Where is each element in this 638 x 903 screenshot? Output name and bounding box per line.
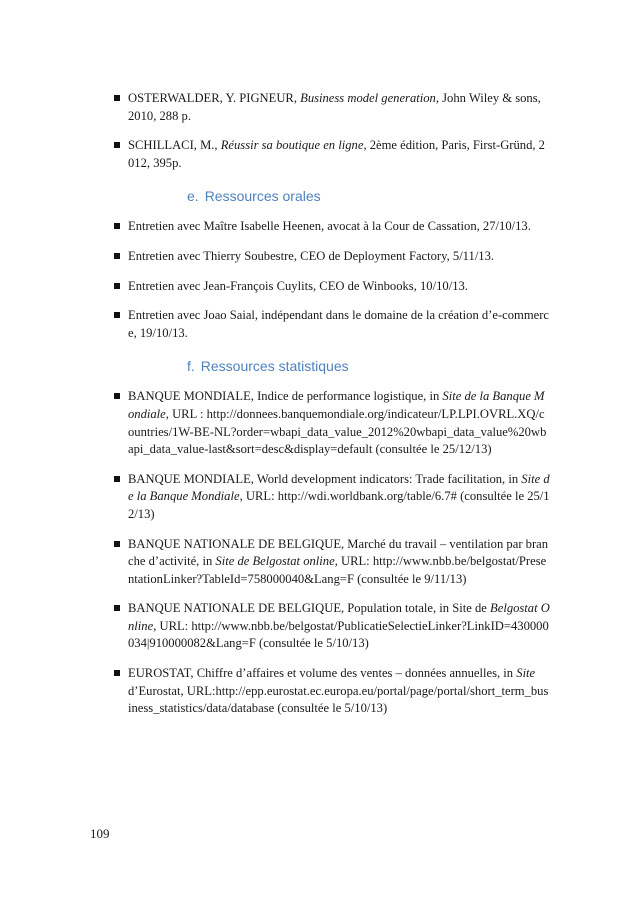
bib-entry-text: OSTERWALDER, Y. PIGNEUR, Business model generation, John Wiley & sons, 2010, 288 p.: [128, 91, 541, 123]
bib-entry: [0, 278, 638, 296]
square-bullet-icon: [114, 541, 120, 547]
bib-entry: [0, 218, 638, 236]
bibliography-content: [0, 90, 638, 730]
bib-entry: [0, 90, 638, 125]
square-bullet-icon: [114, 142, 120, 148]
square-bullet-icon: [114, 312, 120, 318]
bib-entry-text: BANQUE NATIONALE DE BELGIQUE, Marché du travail – ventilation par branche d’activité, in Site de Belgostat online, URL: http://www.nbb.be/belgostat/PresentationLinker?TableId=758000040&Lang=F (consultée le 9/11/13): [128, 536, 549, 586]
bib-entry: [0, 248, 638, 266]
square-bullet-icon: [114, 393, 120, 399]
bib-entry-text: Entretien avec Jean-François Cuylits, CEO de Winbooks, 10/10/13.: [128, 278, 468, 293]
bib-entry-text: Entretien avec Maître Isabelle Heenen, avocat à la Cour de Cassation, 27/10/13.: [128, 219, 531, 234]
bib-entry: [0, 471, 638, 524]
bib-entry: [0, 536, 638, 589]
bib-entry: [0, 307, 638, 342]
bib-entry-text: BANQUE MONDIALE, Indice de performance logistique, in Site de la Banque Mondiale, URL : http://donnees.banquemondiale.org/indicateur/LP.LPI.OVRL.XQ/countries/1W-BE-NL?order=wbapi_data_value_2012%20wbapi_data_value%20wbapi_data_value-last&sort=desc&display=default (consultée le 25/12/13): [128, 389, 547, 457]
bib-entry-text: EUROSTAT, Chiffre d’affaires et volume des ventes – données annuelles, in Site d’Eurostat, URL:http://epp.eurostat.ec.europa.eu/portal/page/portal/short_term_business_statistics/data/database (consultée le 5/10/13): [128, 666, 549, 716]
section-heading-statistics: f. Ressources statistiques: [187, 358, 349, 375]
square-bullet-icon: [114, 223, 120, 229]
bib-entry: [0, 388, 638, 458]
bib-entry-text: Entretien avec Thierry Soubestre, CEO de Deployment Factory, 5/11/13.: [128, 248, 495, 263]
square-bullet-icon: [114, 95, 120, 101]
bib-entry-text: SCHILLACI, M., Réussir sa boutique en ligne, 2ème édition, Paris, First-Gründ, 2012, 395p.: [128, 138, 545, 170]
bib-entry: [0, 137, 638, 172]
square-bullet-icon: [114, 283, 120, 289]
square-bullet-icon: [114, 670, 120, 676]
bib-entry: [0, 665, 638, 718]
page-number: 109: [90, 826, 110, 841]
bib-entry: [0, 600, 638, 653]
square-bullet-icon: [114, 253, 120, 259]
bib-entry-text: BANQUE MONDIALE, World development indicators: Trade facilitation, in Site de la Banque Mondiale, URL: http://wdi.worldbank.org/table/6.7# (consultée le 25/12/13): [128, 471, 550, 521]
square-bullet-icon: [114, 476, 120, 482]
section-heading-oral: e. Ressources orales: [187, 188, 321, 205]
bib-entry-text: BANQUE NATIONALE DE BELGIQUE, Population totale, in Site de Belgostat Online, URL: http://www.nbb.be/belgostat/PublicatieSelectieLinker?LinkID=430000034|910000082&Lang=F (consultée le 5/10/13): [128, 601, 550, 651]
bib-entry-text: Entretien avec Joao Saial, indépendant dans le domaine de la création d’e-commerce, 19/10/13.: [128, 308, 550, 340]
square-bullet-icon: [114, 605, 120, 611]
